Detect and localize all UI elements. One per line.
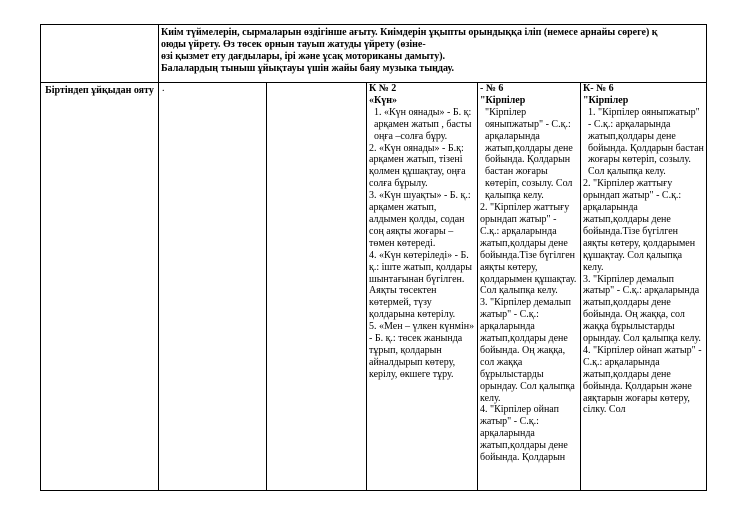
k2-head: К № 2 xyxy=(369,83,397,94)
exercise-text: 2. «Күн оянады» - Б.қ: арқамен жатып, тізені қолмен құшақтау, оңға солға бұрылу. xyxy=(369,142,466,190)
intro-line: Киім түймелерін, сырмаларын өздігінше ағыту. Киімдерін ұқыпты орындыққа іліп (немесе арнайы сөреге) қ xyxy=(161,27,658,38)
exercise-text: 1. «Күн оянады» - Б. қ: арқамен жатып , басты оңға –солға бұру. xyxy=(374,106,472,142)
empty-cell xyxy=(41,25,159,83)
intro-line: оюды үйрету. Өз төсек орнын тауып жатуды үйрету (өзіне- xyxy=(161,38,426,50)
exercise-text: 4. "Кірпілер ойнап жатыр" - С.қ.: арқаларында жатып,қолдары дене бойында. Қолдарын xyxy=(480,404,568,464)
exercise-text: 3. "Кірпілер демалып жатыр" - С.қ.: арқаларында жатып,қолдары дене бойында. Оң жаққа, сол жаққа бұрылыстарды орындау. Сол қалыпқа келу. xyxy=(480,297,575,404)
n6-column xyxy=(478,83,581,491)
k2-column xyxy=(367,83,478,491)
exercise-text: "Кірпілер ояныпжатыр" - С.қ.: арқаларында жатып,қолдары дене бойында. Қолдарын бастан жоғары көтеріп, созылу. Сол қалыпқа келу. xyxy=(485,106,573,202)
exercise-text: 3. "Кірпілер демалып жатыр" - С.қ.: арқаларында жатып,қолдары дене бойында. Оң жаққа, сол жаққа бұрылыстарды орындау. Сол қалыпқа келу. xyxy=(583,273,701,345)
empty-cell xyxy=(267,83,367,491)
exercise-text: 2. "Кірпілер жаттығу орындап жатыр" - С.қ.: арқаларында жатып,қолдары дене бойында.Тізе бүгілген аяқты көтеру, қолдарымен құшақтау. Сол қалыпқа келу. xyxy=(480,202,577,297)
intro-row xyxy=(41,25,707,83)
exercise-text: 5. «Мен – үлкен күнмін» - Б. қ.: төсек жанында тұрып, қолдарын айналдырып көтеру, керілу, өкшеге тұру. xyxy=(369,321,475,380)
k2-title: «Күн» xyxy=(369,94,398,106)
exercise-text: 4. «Күн көтеріледі» - Б. қ.: іште жатып, қолдары шынтағынан бүгілген. Аяқты төсектен көтермей, түзу қолдарына көтерілу. xyxy=(369,249,472,321)
n6-head: - № 6 xyxy=(480,83,504,94)
intro-cell xyxy=(159,25,707,83)
exercise-text: 1. "Кірпілер ояныпжатыр" - С.қ.: арқаларында жатып,қолдары дене бойында. Қолдарын бастан жоғары көтеріп, созылу. Сол қалыпқа келу. xyxy=(588,106,704,178)
k6-column xyxy=(581,83,707,491)
k6-title: "Кірпілер xyxy=(583,94,629,106)
intro-line: өзі қызмет ету дағдылары, ірі және ұсақ моториканы дамыту). xyxy=(161,50,446,62)
exercise-text: 3. «Күн шуақты» - Б. қ.: арқамен жатып, алдымен қолды, содан соң аяқты жоғары – төмен көтереді. xyxy=(369,190,471,249)
schedule-table xyxy=(40,24,707,491)
exercise-text: 4. "Кірпілер ойнап жатыр" - С.қ.: арқаларында жатып,қолдары дене бойында. Қолдарын және аяқтарын жоғары көтеру, сілку. Сол xyxy=(583,344,702,416)
exercise-text: 2. "Кірпілер жаттығу орындап жатыр" - С.қ.: арқаларында жатып,қолдары дене бойында.Тізе бүгілген аяқты көтеру, қолдарымен құшақтау. Сол қалыпқа келу. xyxy=(583,178,696,273)
wakeup-row xyxy=(41,83,707,491)
n6-title: "Кірпілер xyxy=(480,94,526,106)
intro-line: Балалардың тыныш ұйықтауы үшін жайы баяу музыка тыңдау. xyxy=(161,62,454,74)
k6-head: К- № 6 xyxy=(583,83,614,94)
dot-cell: . xyxy=(159,83,267,491)
row-label: Біртіндеп ұйқыдан ояту xyxy=(41,83,159,491)
